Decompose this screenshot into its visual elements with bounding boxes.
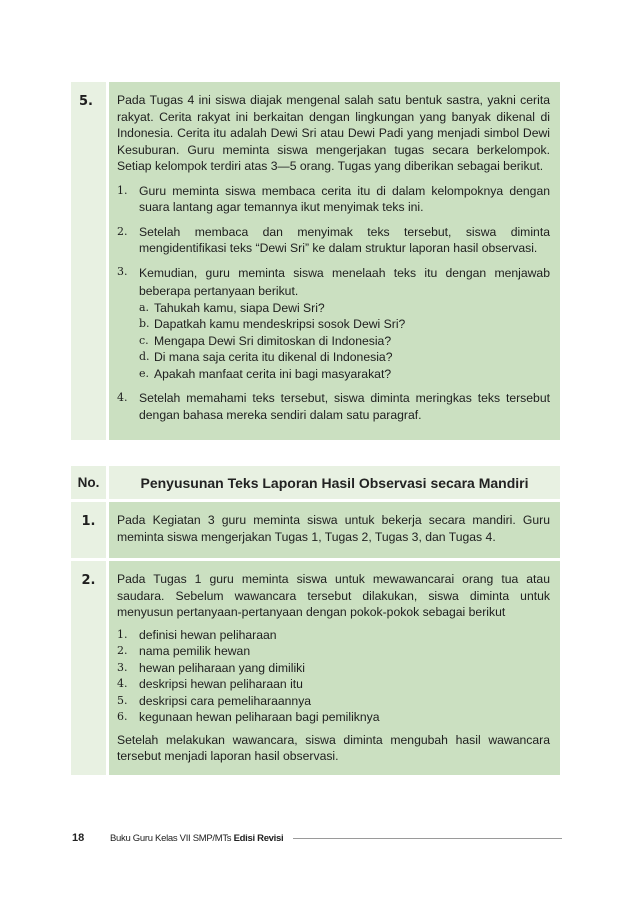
questions-list [139, 300, 550, 383]
page-footer [72, 832, 562, 844]
list-text: Dapatkah kamu mendeskripsi sosok Dewi Sri? [154, 317, 406, 331]
list-item [139, 366, 550, 383]
list-text: definisi hewan peliharaan [139, 627, 277, 642]
list-text: Di mana saja cerita itu dikenal di Indonesia? [154, 350, 393, 364]
header-number: No. [71, 466, 106, 499]
list-item [117, 627, 550, 644]
list-text: Tahukah kamu, siapa Dewi Sri? [154, 300, 325, 315]
page-number: 18 [72, 832, 85, 844]
list-marker: 3. [117, 660, 128, 674]
list-marker: 4. [117, 677, 128, 690]
edition-label: Edisi Revisi [233, 832, 284, 844]
book-title-text: Buku Guru Kelas VII SMP/MTs [110, 832, 232, 844]
list-marker: 5. [117, 693, 128, 707]
row-number: 2. [71, 561, 106, 775]
list-text: Setelah memahami teks tersebut, siswa diminta meringkas teks tersebut dengan bahasa mereka sendiri dalam satu paragraf. [139, 391, 550, 422]
list-marker: 2. [117, 224, 128, 238]
list-item [139, 333, 550, 350]
book-title [110, 833, 283, 844]
list-marker: 3. [117, 264, 128, 278]
list-item [117, 693, 550, 710]
closing-paragraph: Setelah melakukan wawancara, siswa diminta mengubah hasil wawancara tersebut menjadi laporan hasil observasi. [117, 732, 550, 763]
intro-paragraph: Pada Tugas 1 guru meminta siswa untuk mewawancarai orang tua atau saudara. Sebelum wawancara tersebut dilakukan, siswa diminta untuk menyusun pertanyaan-pertanyaan dengan pokok-pokok sebagai berikut [117, 572, 550, 619]
list-text: Apakah manfaat cerita ini bagi masyarakat? [154, 366, 392, 381]
list-text: deskripsi cara pemeliharaannya [139, 693, 312, 708]
footer-divider [293, 838, 562, 839]
table-row [71, 82, 560, 440]
list-text: Mengapa Dewi Sri dimitoskan di Indonesia? [154, 333, 392, 348]
list-item [139, 349, 550, 366]
row-number: 5. [71, 82, 106, 440]
list-text: Kemudian, guru meminta siswa menelaah teks itu dengan menjawab beberapa pertanyaan berikut. [139, 265, 550, 298]
list-text: hewan peliharaan yang dimiliki [139, 660, 305, 675]
row-content [109, 82, 560, 440]
points-list [117, 627, 550, 726]
row-content [109, 502, 560, 558]
list-text: deskripsi hewan peliharaan itu [139, 677, 303, 691]
list-item [139, 316, 550, 333]
list-item [139, 300, 550, 317]
list-marker: 1. [117, 627, 128, 641]
list-item [117, 390, 550, 423]
list-item [117, 183, 550, 216]
list-marker: b. [139, 317, 150, 330]
table-row [71, 561, 560, 775]
task-table-bottom [71, 466, 560, 775]
list-text: Setelah membaca dan menyimak teks tersebut, siswa diminta mengidentifikasi teks “Dewi Sri” ke dalam struktur laporan hasil observasi. [139, 224, 550, 255]
row-content [109, 561, 560, 775]
list-marker: 2. [117, 644, 128, 657]
row-number: 1. [71, 502, 106, 558]
task-table-top [71, 82, 560, 440]
header-title: Penyusunan Teks Laporan Hasil Observasi secara Mandiri [109, 466, 560, 499]
table-header [71, 466, 560, 499]
list-item [117, 264, 550, 383]
list-item [117, 643, 550, 660]
row-text: Pada Kegiatan 3 guru meminta siswa untuk bekerja secara mandiri. Guru meminta siswa mengerjakan Tugas 1, Tugas 2, Tugas 3, dan Tugas 4. [117, 513, 550, 544]
intro-paragraph: Pada Tugas 4 ini siswa diajak mengenal salah satu bentuk sastra, yakni cerita rakyat. Cerita rakyat ini berkaitan dengan lingkungan yang banyak dikenal di Indonesia. Cerita itu adalah Dewi Sri atau Dewi Padi yang menjadi simbol Dewi Kesuburan. Guru meminta siswa mengerjakan tugas secara berkelompok. Setiap kelompok terdiri atas 3—5 orang. Tugas yang diberikan sebagai berikut. [117, 93, 550, 173]
table-row [71, 502, 560, 558]
list-marker: d. [139, 350, 150, 363]
list-marker: a. [139, 300, 150, 314]
list-marker: e. [139, 366, 150, 380]
list-marker: 6. [117, 710, 128, 723]
list-marker: c. [139, 333, 149, 347]
list-text: kegunaan hewan peliharaan bagi pemiliknya [139, 710, 380, 724]
list-item [117, 676, 550, 693]
list-text: nama pemilik hewan [139, 644, 251, 658]
list-marker: 1. [117, 183, 128, 197]
steps-list [117, 183, 550, 424]
list-item [117, 660, 550, 677]
list-item [117, 224, 550, 257]
list-text: Guru meminta siswa membaca cerita itu di dalam kelompoknya dengan suara lantang agar temannya ikut menyimak teks ini. [139, 183, 550, 214]
list-marker: 4. [117, 391, 128, 404]
list-item [117, 709, 550, 726]
